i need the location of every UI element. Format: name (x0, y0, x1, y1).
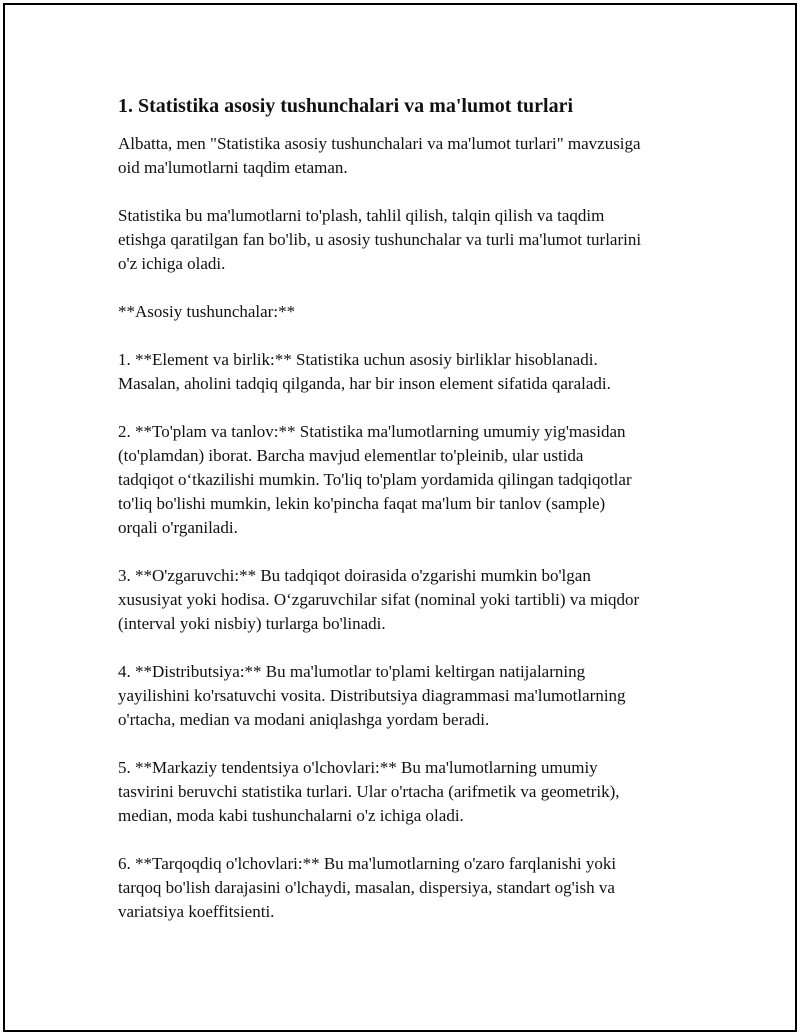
document-body (118, 94, 698, 948)
list-item-variable: 3. **O'zgaruvchi:** Bu tadqiqot doirasida o'zgarishi mumkin bo'lgan xususiyat yoki hodisa. O‘zgaruvchilar sifat (nominal yoki tartibli) va miqdor (interval yoki nisbiy) turlarga bo'linadi. (118, 566, 640, 633)
section-heading-paragraph: **Asosiy tushunchalar:** (118, 302, 296, 321)
intro-paragraph: Albatta, men "Statistika asosiy tushunchalari va ma'lumot turlari" mavzusiga oid ma'lumotlarni taqdim etaman. (118, 134, 641, 177)
definition-paragraph: Statistika bu ma'lumotlarni to'plash, tahlil qilish, talqin qilish va taqdim etishga qaratilgan fan bo'lib, u asosiy tushunchalar va turli ma'lumot turlarini o'z ichiga oladi. (118, 206, 642, 273)
list-item-dispersion: 6. **Tarqoqdiq o'lchovlari:** Bu ma'lumotlarning o'zaro farqlanishi yoki tarqoq bo'lish darajasini o'lchaydi, masalan, dispersiya, standart og'ish va variatsiya koeffitsienti. (118, 854, 617, 921)
list-item-element: 1. **Element va birlik:** Statistika uchun asosiy birliklar hisoblanadi. Masalan, aholini tadqiq qilganda, har bir inson element sifatida qaraladi. (118, 350, 611, 393)
list-item-central-tendency: 5. **Markaziy tendentsiya o'lchovlari:** Bu ma'lumotlarning umumiy tasvirini beruvchi statistika turlari. Ular o'rtacha (arifmetik va geometrik), median, moda kabi tushunchalarni o'z ichiga oladi. (118, 758, 620, 825)
document-title: 1. Statistika asosiy tushunchalari va ma'lumot turlari (118, 95, 574, 117)
list-item-population: 2. **To'plam va tanlov:** Statistika ma'lumotlarning umumiy yig'masidan (to'plamdan) iborat. Barcha mavjud elementlar to'pleinib, ular ustida tadqiqot o‘tkazilishi mumkin. To'liq to'plam yordamida qilingan tadqiqotlar to'liq bo'lishi mumkin, lekin ko'pincha faqat ma'lum bir tanlov (sample) orqali o'rganiladi. (118, 422, 632, 537)
list-item-distribution: 4. **Distributsiya:** Bu ma'lumotlar to'plami keltirgan natijalarning yayilishini ko'rsatuvchi vosita. Distributsiya diagrammasi ma'lumotlarning o'rtacha, median va modani aniqlashga yordam beradi. (118, 662, 626, 729)
